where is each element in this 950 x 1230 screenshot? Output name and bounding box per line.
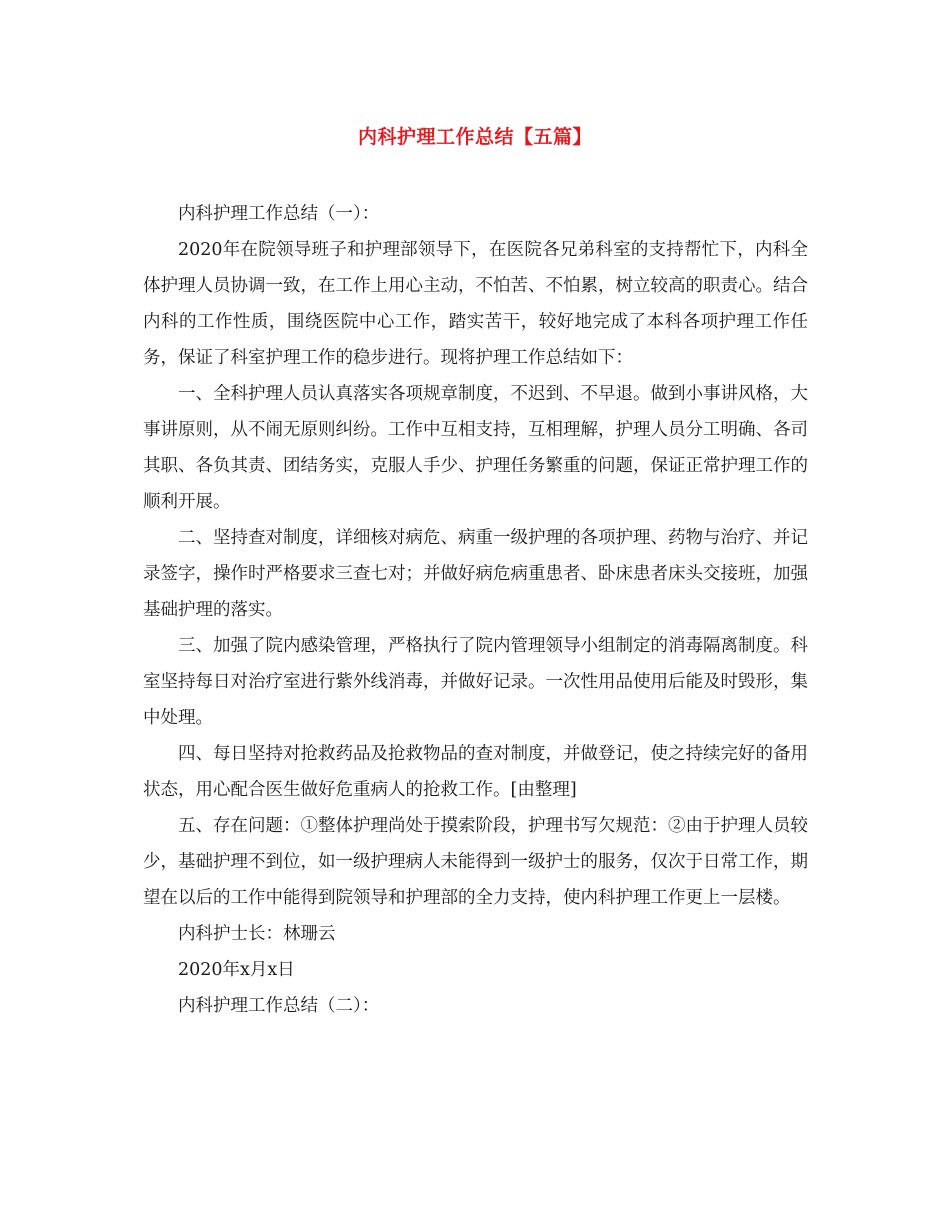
paragraph-intro: 2020年在院领导班子和护理部领导下，在医院各兄弟科室的支持帮忙下，内科全体护理人员协调一致，在工作上用心主动，不怕苦、不怕累，树立较高的职责心。结合内科的工作性质，围绕医院中心工作，踏实苦干，较好地完成了本科各项护理工作任务，保证了科室护理工作的稳步进行。现将护理工作总结如下： <box>143 240 808 368</box>
section-heading-2: 内科护理工作总结（二）： <box>178 996 380 1016</box>
paragraph-point-1: 一、全科护理人员认真落实各项规章制度，不迟到、不早退。做到小事讲风格，大事讲原则，从不闹无原则纠纷。工作中互相支持，互相理解，护理人员分工明确、各司其职、各负其责、团结务实，克服人手少、护理任务繁重的问题，保证正常护理工作的顺利开展。 <box>143 384 808 512</box>
paragraph-point-4: 四、每日坚持对抢救药品及抢救物品的查对制度，并做登记，使之持续完好的备用状态，用心配合医生做好危重病人的抢救工作。[由整理] <box>143 744 808 800</box>
paragraph-point-3: 三、加强了院内感染管理，严格执行了院内管理领导小组制定的消毒隔离制度。科室坚持每日对治疗室进行紫外线消毒，并做好记录。一次性用品使用后能及时毁形，集中处理。 <box>143 636 808 728</box>
document-title: 内科护理工作总结【五篇】 <box>357 126 592 148</box>
paragraph-point-2: 二、坚持查对制度，详细核对病危、病重一级护理的各项护理、药物与治疗、并记录签字，操作时严格要求三查七对；并做好病危病重患者、卧床患者床头交接班，加强基础护理的落实。 <box>143 528 808 620</box>
signature-line: 内科护士长：林珊云 <box>178 924 336 944</box>
paragraph-point-5: 五、存在问题：①整体护理尚处于摸索阶段，护理书写欠规范：②由于护理人员较少，基础护理不到位，如一级护理病人未能得到一级护士的服务，仅次于日常工作，期望在以后的工作中能得到院领导和护理部的全力支持，使内科护理工作更上一层楼。 <box>143 816 808 908</box>
section-heading-1: 内科护理工作总结（一）： <box>178 204 380 224</box>
document-body <box>143 196 808 1024</box>
date-line: 2020年x月x日 <box>178 960 295 980</box>
